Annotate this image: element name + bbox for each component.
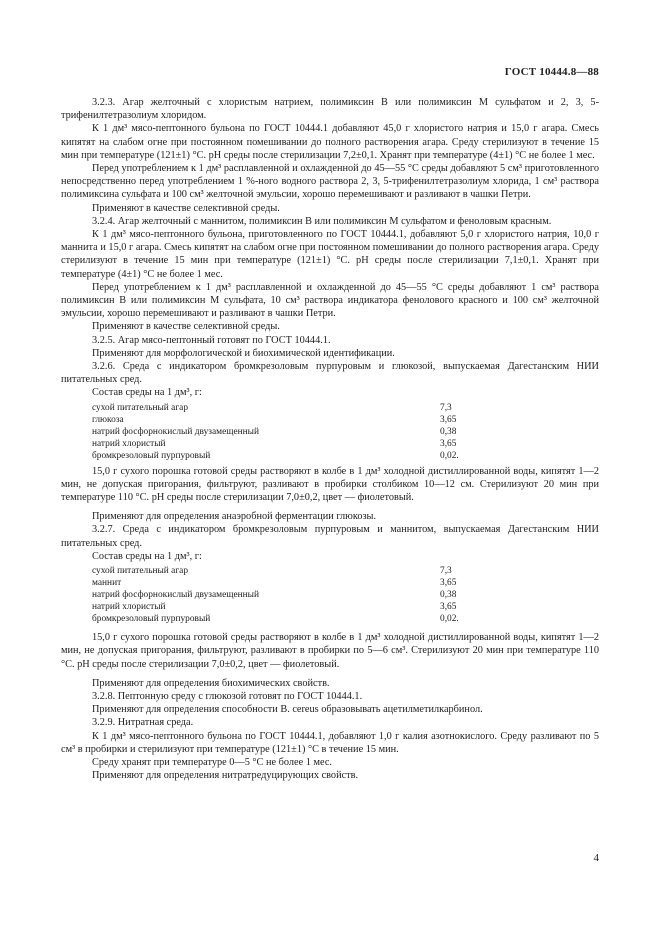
ingredient-amount: 0,02.: [440, 450, 459, 461]
paragraph: Применяют для определения нитратредуцирующих свойств.: [92, 770, 359, 782]
paragraph: Применяют для определения анаэробной ферментации глюкозы.: [92, 511, 377, 523]
table-row: [92, 601, 459, 613]
paragraph: К 1 дм³ мясо-пептонного бульона по ГОСТ 10444.1 добавляют 45,0 г хлористого натрия и 15,0 г агара. Смесь кипятят на слабом огне при постоянном помешивании до полного растворения агара. Среду стерилизуют в течение 15 мин при температуре (121±1) °С. pH среды после стерилизации 7,2±0,1. Хранят при температуре (4±1) °С не более 1 мес.: [61, 123, 599, 161]
table-row: [92, 414, 459, 426]
table-row: [92, 426, 459, 438]
paragraph: Применяют для морфологической и биохимической идентификации.: [92, 347, 395, 359]
paragraph: Применяют в качестве селективной среды.: [92, 321, 280, 333]
ingredient-amount: 0,38: [440, 426, 457, 437]
ingredient-amount: 0,38: [440, 590, 457, 601]
composition-caption: Состав среды на 1 дм³, г:: [92, 550, 202, 562]
ingredient-name: маннит: [92, 578, 122, 589]
paragraph: 3.2.3. Агар желточный с хлористым натрием, полимиксин В или полимиксин М сульфатом и 2, 3, 5-трифенилтетразолиум хлоридом.: [61, 97, 599, 122]
paragraph: Применяют для определения биохимических свойств.: [92, 677, 330, 689]
paragraph: 3.2.8. Пептонную среду с глюкозой готовят по ГОСТ 10444.1.: [92, 690, 363, 702]
ingredient-amount: 3,65: [440, 578, 457, 589]
paragraph: 3.2.5. Агар мясо-пептонный готовят по ГОСТ 10444.1.: [92, 334, 331, 346]
table-row: [92, 438, 459, 450]
paragraph: Перед употреблением к 1 дм³ расплавленной и охлажденной до 45—55 °С среды добавляют 1 см³ раствора полимиксин В или полимиксин М сульфата, 10 см³ раствора индикатора фенолового красного и 100 см³ желточной эмульсии, хорошо перемешивают и разливают в чашки Петри.: [61, 281, 599, 320]
paragraph: 3.2.7. Среда с индикатором бромкрезоловым пурпуровым и маннитом, выпускаемая Дагестанским НИИ питательных сред.: [61, 524, 599, 549]
ingredient-name: бромкрезоловый пурпуровый: [92, 614, 211, 625]
ingredient-name: натрий фосфорнокислый двузамещенный: [92, 590, 259, 601]
ingredient-amount: 3,65: [440, 414, 457, 425]
ingredient-name: глюкоза: [92, 414, 124, 425]
paragraph: 3.2.6. Среда с индикатором бромкрезоловым пурпуровым и глюкозой, выпускаемая Дагестанским НИИ питательных сред.: [61, 361, 599, 386]
table-row: [92, 589, 459, 601]
paragraph: Среду хранят при температуре 0—5 °С не более 1 мес.: [92, 756, 332, 768]
ingredient-name: натрий фосфорнокислый двузамещенный: [92, 426, 259, 437]
paragraph: Применяют в качестве селективной среды.: [92, 202, 280, 214]
paragraph: Применяют для определения способности B. cereus образовывать ацетилметилкарбинол.: [92, 704, 483, 716]
document-body: [61, 96, 599, 782]
ingredient-name: бромкрезоловый пурпуровый: [92, 450, 211, 461]
ingredient-name: натрий хлористый: [92, 438, 166, 449]
table-row: [92, 577, 459, 589]
ingredient-amount: 7,3: [440, 402, 452, 413]
ingredient-amount: 7,3: [440, 566, 452, 577]
ingredient-name: натрий хлористый: [92, 602, 166, 613]
page-number: 4: [593, 852, 599, 864]
paragraph: 3.2.9. Нитратная среда.: [92, 717, 194, 729]
composition-table-2: [92, 565, 459, 625]
table-row: [92, 565, 459, 577]
paragraph: 3.2.4. Агар желточный с маннитом, полимиксин В или полимиксин М сульфатом и феноловым красным.: [92, 215, 552, 227]
paragraph: 15,0 г сухого порошка готовой среды растворяют в колбе в 1 дм³ холодной дистиллированной воды, кипятят 1—2 мин, не допуская пригорания, фильтруют, разливают в пробирки столбиком 10—12 см. Стерилизуют 20 мин при температуре 110 °С. pH среды после стерилизации 7,0±0,2, цвет — фиолетовый.: [61, 465, 599, 504]
composition-caption: Состав среды на 1 дм³, г:: [92, 387, 202, 399]
paragraph: К 1 дм³ мясо-пептонного бульона, приготовленного по ГОСТ 10444.1, добавляют 5,0 г хлористого натрия, 10,0 г маннита и 15,0 г агара. Смесь кипятят на слабом огне при постоянном помешивании до полного растворения агара. Среду стерилизуют в течение 15 мин при температуре (121±1) °С. pH среды после стерилизации 7,1±0,1. Хранят при температуре (4±1) °С не более 1 мес.: [61, 229, 599, 280]
paragraph: Перед употреблением к 1 дм³ расплавленной и охлажденной до 45—55 °С среды добавляют 5 см³ приготовленного непосредственно перед употреблением 1 %-ного водного раствора 2, 3, 5-трифенилтетразолиум хлорида, 1 см³ раствора полимиксина сульфата и 100 см³ желточной эмульсии, хорошо перемешивают и разливают в чашки Петри.: [61, 163, 599, 201]
table-row: [92, 450, 459, 462]
paragraph: 15,0 г сухого порошка готовой среды растворяют в колбе в 1 дм³ холодной дистиллированной воды, кипятят 1—2 мин, не допуская пригорания, фильтруют, разливают в пробирки по 5—6 см³. Стерилизуют 20 мин при температуре 110 °С. pH среды после стерилизации 7,0±0,2, цвет — фиолетовый.: [61, 632, 599, 670]
ingredient-amount: 3,65: [440, 602, 457, 613]
composition-table-1: [92, 402, 459, 462]
paragraph: К 1 дм³ мясо-пептонного бульона по ГОСТ 10444.1, добавляют 1,0 г калия азотнокислого. Среду разливают по 5 см³ в пробирки и стерилизуют при температуре (121±1) °С в течение 15 мин.: [61, 730, 599, 755]
ingredient-amount: 0,02.: [440, 614, 459, 625]
document-header: ГОСТ 10444.8—88: [504, 66, 599, 78]
ingredient-amount: 3,65: [440, 438, 457, 449]
ingredient-name: сухой питательный агар: [92, 402, 189, 413]
table-row: [92, 402, 459, 414]
ingredient-name: сухой питательный агар: [92, 566, 189, 577]
table-row: [92, 613, 459, 625]
